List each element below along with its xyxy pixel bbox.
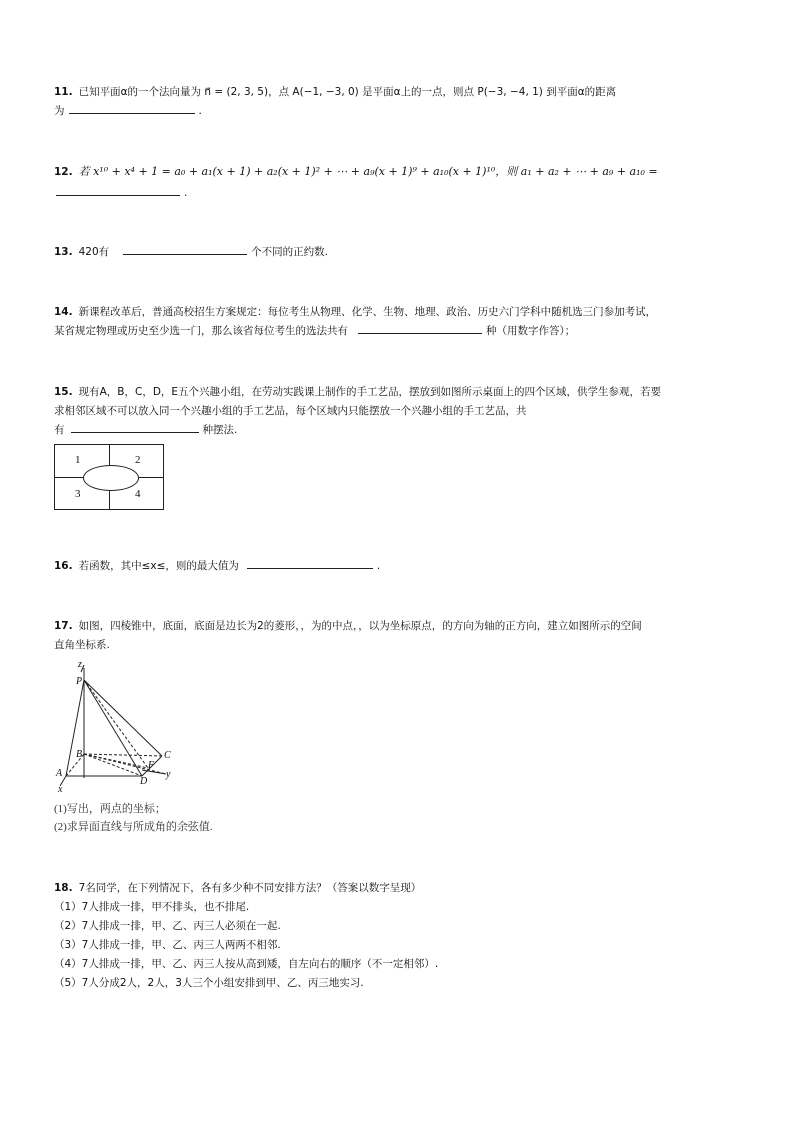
question-text: 420有 — [78, 246, 110, 258]
sub-question: （1）7人排成一排，甲不排头，也不排尾. — [54, 901, 250, 913]
sub-question: （4）7人排成一排，甲、乙、丙三人按从高到矮，自左向右的顺序（不一定相邻）. — [54, 958, 439, 970]
question-text: 某省规定物理或历史至少选一门，那么该省每位考生的选法共有 — [54, 325, 348, 337]
pyramid-figure — [54, 658, 184, 794]
question-text: 已知平面α的一个法向量为 n⃗ = (2, 3, 5)，点 A(−1, −3, 0) 是平面α上的一点，则点 P(−3, −4, 1) 到平面α的距离 — [78, 86, 617, 98]
answer-blank[interactable] — [69, 102, 195, 114]
question-16 — [54, 557, 754, 576]
question-12 — [54, 162, 754, 203]
answer-blank[interactable] — [56, 184, 180, 196]
edge-PA — [66, 680, 84, 776]
region-label: 1 — [75, 454, 81, 466]
period: . — [376, 560, 381, 572]
question-17 — [54, 617, 754, 655]
question-text: 若 x¹⁰ + x⁴ + 1 = a₀ + a₁(x + 1) + a₂(x + 1)² + ⋯ + a₉(x + 1)⁹ + a₁₀(x + 1)¹⁰，则 a₁ + a₂ + ⋯ + a₉ + a₁₀ = — [78, 165, 658, 178]
question-number: 17. — [54, 620, 73, 632]
label-B: B — [76, 749, 83, 760]
question-text: 个不同的正约数. — [251, 246, 328, 258]
segment-BF — [84, 754, 148, 768]
label-x: x — [58, 784, 63, 794]
answer-blank[interactable] — [358, 322, 482, 334]
sub-question: （5）7人分成2人，2人，3人三个小组安排到甲、乙、丙三地实习. — [54, 977, 364, 989]
region-label: 3 — [75, 488, 81, 500]
question-number: 16. — [54, 560, 73, 572]
sub-question: (2)求异面直线与所成角的余弦值. — [54, 821, 213, 833]
answer-blank[interactable] — [247, 557, 373, 569]
question-number: 15. — [54, 386, 73, 398]
answer-blank[interactable] — [123, 243, 247, 255]
question-text: 为 — [54, 105, 65, 117]
question-number: 12. — [54, 166, 73, 178]
label-D: D — [140, 776, 148, 787]
region-label: 2 — [135, 454, 141, 466]
question-number: 14. — [54, 306, 73, 318]
question-17-parts — [54, 800, 754, 836]
label-y: y — [166, 769, 171, 780]
label-F: F — [148, 760, 155, 771]
question-text: 求相邻区域不可以放入同一个兴趣小组的手工艺品，每个区域内只能摆放一个兴趣小组的手工艺品，共 — [54, 405, 527, 417]
region-diagram — [54, 444, 164, 510]
question-13 — [54, 243, 754, 262]
question-number: 13. — [54, 246, 73, 258]
question-text: 新课程改革后，普通高校招生方案规定：每位考生从物理、化学、生物、地理、政治、历史六门学科中随机选三门参加考试， — [78, 306, 657, 318]
period: . — [184, 187, 188, 199]
question-18 — [54, 879, 754, 993]
question-text: 种（用数字作答）； — [486, 325, 576, 337]
question-text: 直角坐标系. — [54, 639, 110, 651]
question-11 — [54, 83, 754, 121]
label-A: A — [56, 768, 63, 779]
center-oval — [83, 465, 139, 491]
question-text: 种摆法. — [202, 424, 238, 436]
edge-BC — [84, 754, 162, 756]
label-C: C — [164, 750, 171, 761]
question-number: 18. — [54, 882, 73, 894]
question-text: 现有A，B，C，D，E五个兴趣小组，在劳动实践课上制作的手工艺品，摆放到如图所示桌面上的四个区域，供学生参观，若要 — [78, 386, 662, 398]
question-text: 如图，四棱锥中，底面，底面是边长为2的菱形，，为的中点，，以为坐标原点，的方向为轴的正方向，建立如图所示的空间 — [78, 620, 642, 632]
sub-question: (1)写出，两点的坐标； — [54, 803, 166, 815]
question-text: 若函数，其中≤x≤，则的最大值为 — [78, 560, 239, 572]
question-15 — [54, 383, 754, 440]
sub-question: （3）7人排成一排，甲、乙、丙三人两两不相邻. — [54, 939, 281, 951]
period: . — [198, 105, 202, 117]
label-P: P — [76, 676, 83, 687]
region-label: 4 — [135, 488, 141, 500]
question-number: 11. — [54, 86, 73, 98]
question-14 — [54, 303, 754, 341]
question-text: 7名同学，在下列情况下，各有多少种不同安排方法？（答案以数字呈现） — [78, 882, 422, 894]
label-z: z — [78, 659, 82, 670]
answer-blank[interactable] — [71, 421, 199, 433]
sub-question: （2）7人排成一排，甲、乙、丙三人必须在一起. — [54, 920, 281, 932]
question-text: 有 — [54, 424, 65, 436]
